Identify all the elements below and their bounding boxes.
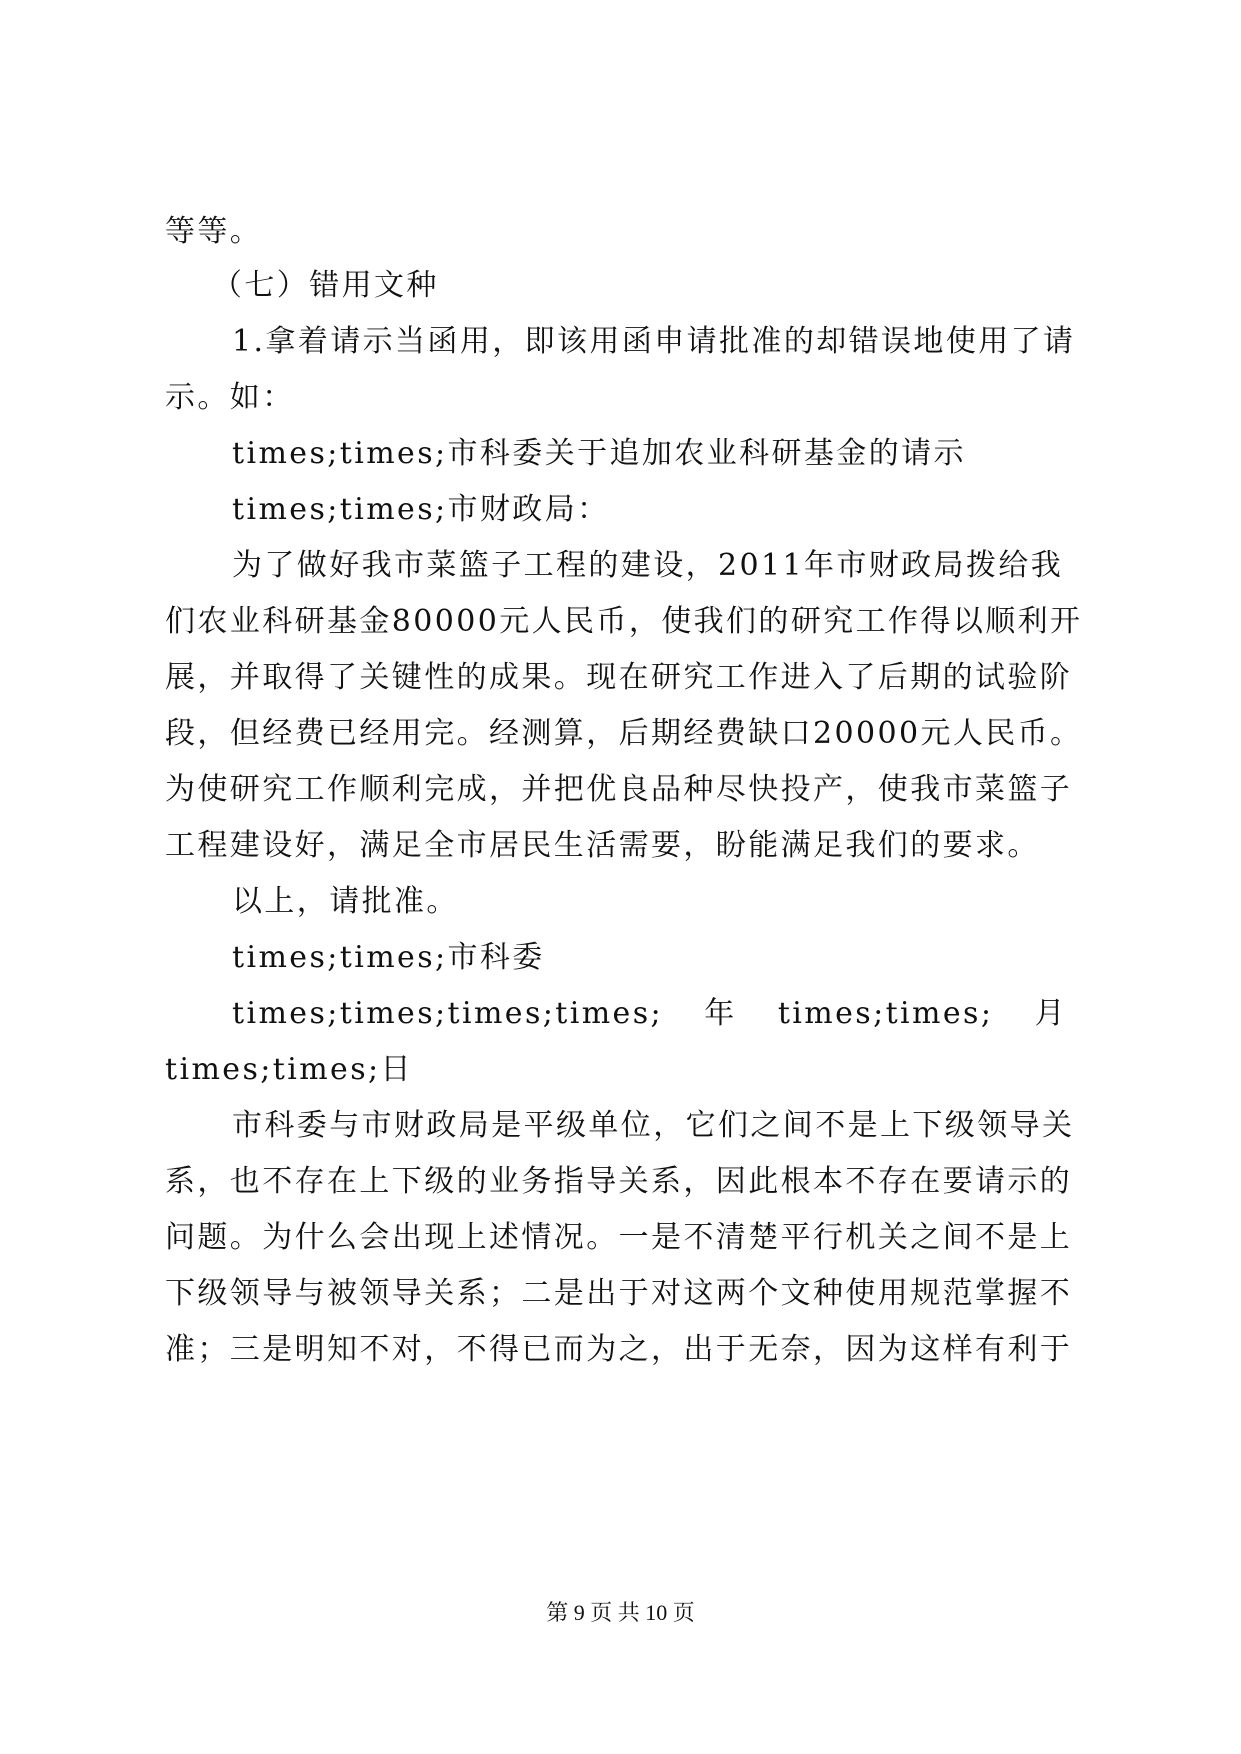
text-line: 们农业科研基金80000元人民币，使我们的研究工作得以顺利开 [165, 604, 1083, 639]
date-line [232, 994, 1067, 1034]
page-number-footer: 第 9 页 共 10 页 [546, 1600, 695, 1625]
text-line: 为了做好我市菜篮子工程的建设，2011年市财政局拨给我 [232, 548, 1064, 583]
text-line: times;times;市科委 [232, 940, 545, 975]
text-line: 以上，请批准。 [232, 884, 459, 919]
text-line: 问题。为什么会出现上述情况。一是不清楚平行机关之间不是上 [165, 1220, 1073, 1255]
text-line: 工程建设好，满足全市居民生活需要，盼能满足我们的要求。 [165, 828, 1040, 863]
text-line: 系，也不存在上下级的业务指导关系，因此根本不存在要请示的 [165, 1164, 1073, 1199]
date-line-part: times;times; [777, 996, 994, 1031]
text-line: 等等。 [165, 214, 263, 249]
text-line: times;times;市科委关于追加农业科研基金的请示 [232, 436, 966, 471]
text-line: 准；三是明知不对，不得已而为之，出于无奈，因为这样有利于 [165, 1332, 1073, 1367]
text-line: 段，但经费已经用完。经测算，后期经费缺口20000元人民币。 [165, 716, 1083, 751]
text-line: 示。如： [165, 380, 295, 415]
date-line-month: 月 [1034, 996, 1067, 1031]
text-line: 为使研究工作顺利完成，并把优良品种尽快投产，使我市菜篮子 [165, 772, 1073, 807]
text-line: 下级领导与被领导关系；二是出于对这两个文种使用规范掌握不 [165, 1276, 1073, 1311]
text-line: 1.拿着请示当函用，即该用函申请批准的却错误地使用了请 [232, 324, 1076, 359]
date-line-year: 年 [704, 996, 737, 1031]
text-line: times;times;日 [165, 1052, 413, 1087]
text-line: 展，并取得了关键性的成果。现在研究工作进入了后期的试验阶 [165, 660, 1073, 695]
text-line: 市科委与市财政局是平级单位，它们之间不是上下级领导关 [232, 1108, 1075, 1143]
date-line-part: times;times;times;times; [232, 996, 664, 1031]
section-heading: （七）错用文种 [212, 268, 439, 303]
text-line: times;times;市财政局： [232, 492, 610, 527]
